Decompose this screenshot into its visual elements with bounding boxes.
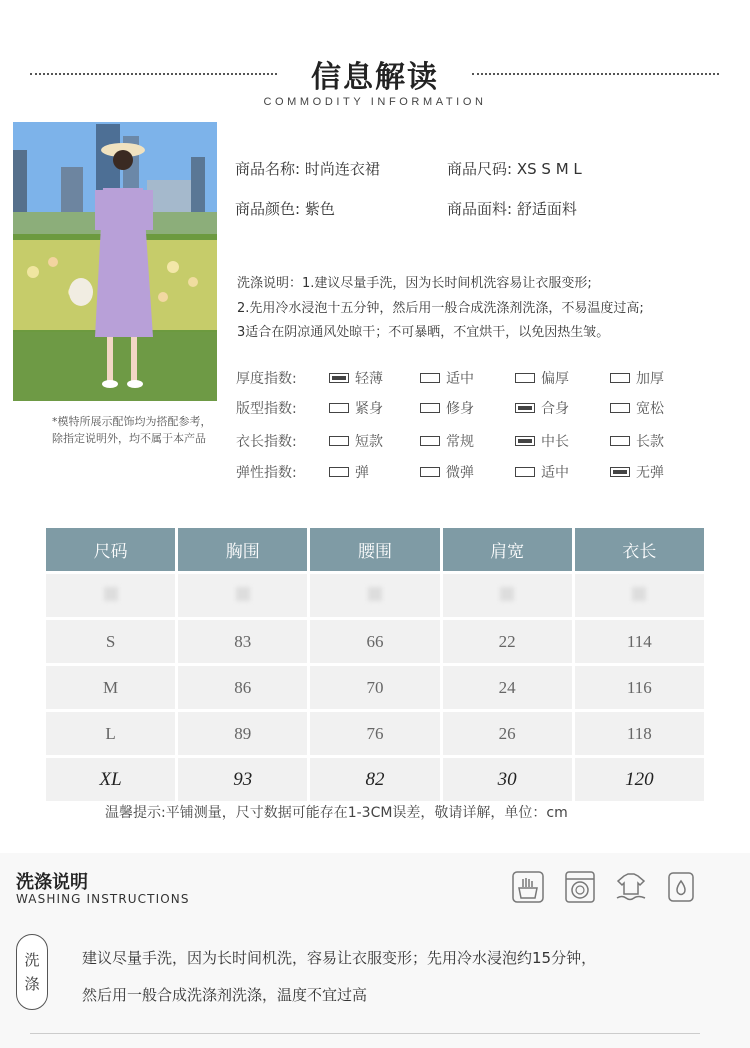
index-label: 弹性指数:	[236, 465, 297, 481]
product-color-label: 商品颜色:	[235, 200, 301, 218]
product-color	[235, 198, 335, 219]
wash-subtitle: WASHING INSTRUCTIONS	[16, 892, 190, 906]
table-cell: 89	[178, 712, 307, 755]
unchecked-box-icon	[420, 436, 440, 446]
header-shoulder: 肩宽	[443, 528, 572, 571]
blurred-cell	[443, 574, 572, 617]
index-option	[610, 368, 664, 388]
washing-line-2: 2.先用冷水浸泡十五分钟，然后用一般合成洗涤剂洗涤，不易温度过高;	[237, 301, 644, 316]
detergent-icon	[664, 870, 698, 904]
blurred-cell	[46, 574, 175, 617]
table-cell: M	[46, 666, 175, 709]
index-option	[515, 431, 569, 451]
product-name-value: 时尚连衣裙	[304, 160, 380, 178]
blurred-cell	[310, 574, 439, 617]
table-cell: 82	[310, 758, 439, 801]
wash-badge-top: 洗	[24, 951, 40, 969]
index-option	[610, 398, 664, 418]
index-label: 衣长指数:	[236, 434, 297, 450]
table-cell: 116	[575, 666, 704, 709]
checked-box-icon	[610, 467, 630, 477]
blurred-cell	[575, 574, 704, 617]
product-color-value: 紫色	[304, 200, 335, 218]
product-size	[447, 158, 582, 179]
index-option	[420, 368, 474, 388]
checked-box-icon	[515, 436, 535, 446]
index-option-label: 弹	[355, 465, 369, 481]
table-cell: 76	[310, 712, 439, 755]
table-cell: 22	[443, 620, 572, 663]
index-option	[329, 431, 383, 451]
header-bust: 胸围	[178, 528, 307, 571]
hand-wash-icon	[511, 870, 545, 904]
wash-badge	[16, 934, 48, 1010]
index-option	[515, 368, 569, 388]
table-cell: 114	[575, 620, 704, 663]
table-cell: L	[46, 712, 175, 755]
model-note: *模特所展示配饰均为搭配参考，除指定说明外，均不属于本产品	[52, 415, 212, 445]
wash-text-2: 然后用一般合成洗涤剂洗涤，温度不宜过高	[82, 986, 368, 1004]
measurement-tip: 温馨提示:平铺测量，尺寸数据可能存在1-3CM误差，敬请详解，单位：cm	[105, 805, 568, 821]
table-row	[46, 758, 704, 801]
index-option-label: 修身	[446, 401, 474, 417]
size-table-header	[46, 528, 704, 571]
washing-line-3: 3适合在阴凉通风处晾干；不可暴晒，不宜烘干，以免因热生皱。	[237, 325, 610, 340]
index-option-label: 微弹	[446, 465, 474, 481]
index-option-label: 偏厚	[541, 371, 569, 387]
table-cell: 120	[575, 758, 704, 801]
unchecked-box-icon	[515, 467, 535, 477]
unchecked-box-icon	[420, 373, 440, 383]
index-option	[420, 398, 474, 418]
blurred-cell	[178, 574, 307, 617]
table-row	[46, 620, 704, 663]
table-row	[46, 712, 704, 755]
table-row	[46, 666, 704, 709]
product-size-label: 商品尺码:	[447, 160, 513, 178]
index-option-label: 长款	[636, 434, 664, 450]
section-subtitle: COMMODITY INFORMATION	[263, 96, 487, 108]
table-cell: 93	[178, 758, 307, 801]
unchecked-box-icon	[420, 467, 440, 477]
model-photo	[13, 122, 217, 401]
index-option-label: 宽松	[636, 401, 664, 417]
index-option-label: 适中	[541, 465, 569, 481]
product-fabric-label: 商品面料:	[447, 200, 513, 218]
product-name-label: 商品名称:	[235, 160, 301, 178]
table-cell: XL	[46, 758, 175, 801]
unchecked-box-icon	[329, 403, 349, 413]
table-cell: S	[46, 620, 175, 663]
index-option	[420, 431, 474, 451]
table-row-blurred	[46, 574, 704, 617]
index-option-label: 加厚	[636, 371, 664, 387]
checked-box-icon	[329, 373, 349, 383]
table-cell: 26	[443, 712, 572, 755]
index-option	[610, 462, 664, 482]
washing-line-1: 洗涤说明：1.建议尽量手洗，因为长时间机洗容易让衣服变形;	[237, 276, 592, 291]
wash-title: 洗涤说明	[16, 872, 88, 893]
checked-box-icon	[515, 403, 535, 413]
unchecked-box-icon	[329, 467, 349, 477]
index-option	[420, 462, 474, 482]
unchecked-box-icon	[420, 403, 440, 413]
index-option-label: 合身	[541, 401, 569, 417]
bottom-divider	[30, 1033, 700, 1034]
product-size-value: XS S M L	[516, 160, 582, 178]
unchecked-box-icon	[610, 436, 630, 446]
index-label: 厚度指数:	[236, 371, 297, 387]
table-cell: 66	[310, 620, 439, 663]
unchecked-box-icon	[515, 373, 535, 383]
unchecked-box-icon	[610, 403, 630, 413]
index-option-label: 紧身	[355, 401, 383, 417]
index-option-label: 常规	[446, 434, 474, 450]
header-length: 衣长	[575, 528, 704, 571]
header-size: 尺码	[46, 528, 175, 571]
shirt-wash-icon	[614, 870, 648, 904]
machine-wash-icon	[563, 870, 597, 904]
table-cell: 83	[178, 620, 307, 663]
wash-text-1: 建议尽量手洗，因为长时间机洗，容易让衣服变形；先用冷水浸泡约15分钟，	[82, 949, 597, 967]
table-cell: 86	[178, 666, 307, 709]
index-option	[515, 398, 569, 418]
index-option	[515, 462, 569, 482]
product-fabric	[447, 198, 577, 219]
unchecked-box-icon	[610, 373, 630, 383]
table-cell: 24	[443, 666, 572, 709]
product-name	[235, 158, 380, 179]
header-waist: 腰围	[310, 528, 439, 571]
table-cell: 70	[310, 666, 439, 709]
size-table	[43, 525, 707, 804]
index-option	[329, 368, 383, 388]
index-option-label: 轻薄	[355, 371, 383, 387]
unchecked-box-icon	[329, 436, 349, 446]
index-option	[329, 462, 369, 482]
index-option-label: 中长	[541, 434, 569, 450]
index-option-label: 短款	[355, 434, 383, 450]
table-cell: 118	[575, 712, 704, 755]
index-label: 版型指数:	[236, 401, 297, 417]
section-title: 信息解读	[311, 60, 439, 95]
index-option-label: 无弹	[636, 465, 664, 481]
index-option	[329, 398, 383, 418]
product-fabric-value: 舒适面料	[516, 200, 577, 218]
table-cell: 30	[443, 758, 572, 801]
index-option-label: 适中	[446, 371, 474, 387]
wash-badge-bottom: 涤	[24, 975, 40, 993]
index-option	[610, 431, 664, 451]
